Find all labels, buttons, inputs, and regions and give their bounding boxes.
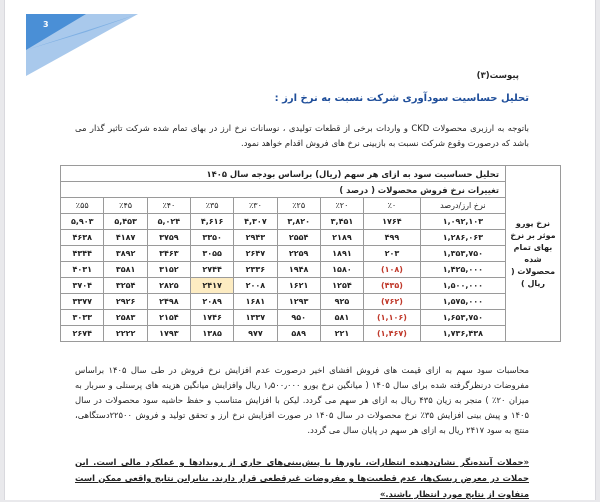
eps-cell: ۲۴۹۸ xyxy=(147,294,190,310)
eps-cell: ۱۶۸۱ xyxy=(234,294,277,310)
eps-cell: ۲۰۰۸ xyxy=(234,278,277,294)
eps-cell: ۱۸۹۱ xyxy=(320,246,363,262)
eps-cell: ۲۹۴۳ xyxy=(234,230,277,246)
eps-cell: ۳,۸۲۰ xyxy=(277,214,320,230)
eps-cell: ۲۴۱۷ xyxy=(191,278,234,294)
header-percent: ٪۲۵ xyxy=(277,198,320,214)
eps-cell: ۲۲۱ xyxy=(320,326,363,342)
eps-cell: ۳۲۵۴ xyxy=(104,278,147,294)
rate-cell: ۱,۰۹۲,۱۰۳ xyxy=(420,214,505,230)
eps-cell: ۴۹۹ xyxy=(364,230,421,246)
table-row xyxy=(61,326,561,342)
page-number: 3 xyxy=(43,20,49,29)
eps-cell: ۹۵۰ xyxy=(277,310,320,326)
eps-cell: ۴۶۳۸ xyxy=(61,230,104,246)
eps-cell: ۵,۹۰۳ xyxy=(61,214,104,230)
eps-cell: (۱,۴۶۷) xyxy=(364,326,421,342)
eps-cell: ۲۲۵۹ xyxy=(277,246,320,262)
eps-cell: (۱۰۸) xyxy=(364,262,421,278)
eps-cell: (۴۳۵) xyxy=(364,278,421,294)
table-row xyxy=(61,246,561,262)
eps-cell: ۱۷۴۶ xyxy=(191,310,234,326)
eps-cell: ۴۱۸۷ xyxy=(104,230,147,246)
eps-cell: ۲۲۲۲ xyxy=(104,326,147,342)
eps-cell: ۲۳۳۶ xyxy=(234,262,277,278)
intro-paragraph: باتوجه به ارزبری محصولات CKD و واردات برخی از قطعات تولیدی ، نوسانات نرخ ارز در بهای تمام شده شرکت تاثیر گذار می باشد که درصورت وقوع شرکت نسبت به بازبینی نرخ های فروش اقدام خواهد نمود. xyxy=(75,123,529,148)
appendix-label: پیوست(۳) xyxy=(476,71,519,81)
eps-cell: ۲۰۸۹ xyxy=(191,294,234,310)
eps-cell: ۲۶۷۴ xyxy=(61,326,104,342)
eps-cell: ۱۹۴۸ xyxy=(277,262,320,278)
eps-cell: ۴۳۴۴ xyxy=(61,246,104,262)
table-title: تحلیل حساسیت سود به ازای هر سهم (ریال) براساس بودجه سال ۱۴۰۵ xyxy=(61,166,506,182)
eps-cell: ۴,۳۰۷ xyxy=(234,214,277,230)
eps-cell: ۲۵۸۳ xyxy=(104,310,147,326)
table-row xyxy=(61,310,561,326)
eps-cell: ۲۰۳ xyxy=(364,246,421,262)
eps-cell: ۲۵۵۴ xyxy=(277,230,320,246)
table-row xyxy=(61,262,561,278)
eps-cell: ۱۵۸۰ xyxy=(320,262,363,278)
eps-cell: ۳۴۶۳ xyxy=(147,246,190,262)
rate-cell: ۱,۷۳۶,۴۳۸ xyxy=(420,326,505,342)
eps-cell: ۱۶۲۱ xyxy=(277,278,320,294)
eps-cell: ۳۸۹۲ xyxy=(104,246,147,262)
eps-cell: ۴,۶۱۶ xyxy=(191,214,234,230)
eps-cell: ۳۳۷۷ xyxy=(61,294,104,310)
eps-cell: ۱۳۳۷ xyxy=(234,310,277,326)
side-label: نرخ یورو موثر بر نرخ بهای تمام شده محصولات ( ریال ) xyxy=(506,166,561,342)
rate-cell: ۱,۵۰۰,۰۰۰ xyxy=(420,278,505,294)
eps-cell: ۲۱۸۹ xyxy=(320,230,363,246)
eps-cell: ۲۷۴۴ xyxy=(191,262,234,278)
eps-cell: (۱,۱۰۶) xyxy=(364,310,421,326)
eps-cell: ۳۰۳۳ xyxy=(61,310,104,326)
table-subtitle: تغییرات نرخ فروش محصولات ( درصد ) xyxy=(61,182,506,198)
eps-cell: ۳۱۵۲ xyxy=(147,262,190,278)
eps-cell: ۲۱۵۴ xyxy=(147,310,190,326)
eps-cell: ۹۲۵ xyxy=(320,294,363,310)
document-page xyxy=(4,0,596,500)
header-percent: ٪۴۰ xyxy=(147,198,190,214)
eps-cell: ۹۷۷ xyxy=(234,326,277,342)
eps-cell: ۵۸۱ xyxy=(320,310,363,326)
header-percent: ٪۴۵ xyxy=(104,198,147,214)
header-percent: ٪۳۵ xyxy=(191,198,234,214)
eps-cell: ۲۹۲۶ xyxy=(104,294,147,310)
eps-cell: ۳۷۰۴ xyxy=(61,278,104,294)
eps-cell: ۵,۰۲۴ xyxy=(147,214,190,230)
eps-cell: ۲۶۴۷ xyxy=(234,246,277,262)
eps-cell: ۴۰۳۱ xyxy=(61,262,104,278)
eps-cell: ۵,۴۵۳ xyxy=(104,214,147,230)
eps-cell: ۱۳۸۵ xyxy=(191,326,234,342)
header-percent: ٪۵۵ xyxy=(61,198,104,214)
eps-cell: ۱۲۵۴ xyxy=(320,278,363,294)
table-row xyxy=(61,278,561,294)
eps-cell: ۱۲۹۳ xyxy=(277,294,320,310)
eps-cell: ۱۷۶۴ xyxy=(364,214,421,230)
rate-cell: ۱,۵۷۵,۰۰۰ xyxy=(420,294,505,310)
eps-cell: ۳۳۵۰ xyxy=(191,230,234,246)
disclaimer-paragraph: «جملات آینده‌نگر نشان‌دهنده انتظارات، باورها یا پیش‌بینی‌های جاری از رویدادها و عملکرد مالی است. این جملات در معرض ریسک‌ها، عدم قطعیت‌ها و مفروضات غیرقطعی قرار دارند. بنابراین نتایج واقعی ممکن است متفاوت از نتایج مورد انتظار باشند.» xyxy=(75,457,529,499)
table-row xyxy=(61,294,561,310)
header-rate: نرخ ارز/درصد xyxy=(420,198,505,214)
header-row xyxy=(61,198,561,214)
rate-cell: ۱,۴۲۵,۰۰۰ xyxy=(420,262,505,278)
eps-cell: ۳۰۵۵ xyxy=(191,246,234,262)
eps-cell: ۳,۴۵۱ xyxy=(320,214,363,230)
section-title: تحلیل حساسیت سودآوری شرکت نسبت به نرخ ارز : xyxy=(274,93,529,104)
analysis-paragraph: محاسبات سود سهم به ازای قیمت های فروش افشای اخیر درصورت عدم افزایش نرخ فروش در طی سال ۱۴۰۵ براساس مفروضات درنظرگرفته شده برای سال ۱۴۰۵ ( میانگین نرخ یورو ۱٫۵۰۰٫۰۰۰ ریال وافزایش میانگین هزینه های پرسنلی و سربار به میزان ۲۰٪ ) منجر به زیان ۴۳۵ ریال به ازای هر سهم می گردد. لیکن با افزایش متناسب و حفظ حاشیه سود محصولات در سال ۱۴۰۵ و پیش بینی افزایش ۳۵٪ نرخ محصولات در سال ۱۴۰۵ در صورت افزایش نرخ ارز و تحقق تولید و فروش ۲۲۵۰۰دستگاهی، منتج به سود ۲۴۱۷ ریال به ازای هر سهم در پایان سال می گردد. xyxy=(75,365,529,435)
rate-cell: ۱,۲۸۶,۰۶۳ xyxy=(420,230,505,246)
eps-cell: ۲۸۲۵ xyxy=(147,278,190,294)
table-row xyxy=(61,214,561,230)
rate-cell: ۱,۶۵۳,۷۵۰ xyxy=(420,310,505,326)
header-percent: ٪۲۰ xyxy=(320,198,363,214)
eps-cell: ۳۵۸۱ xyxy=(104,262,147,278)
eps-cell: ۵۸۹ xyxy=(277,326,320,342)
eps-cell: (۷۶۲) xyxy=(364,294,421,310)
eps-cell: ۱۷۹۳ xyxy=(147,326,190,342)
table-row xyxy=(61,230,561,246)
header-percent: ٪۰ xyxy=(364,198,421,214)
rate-cell: ۱,۳۵۳,۷۵۰ xyxy=(420,246,505,262)
sensitivity-table xyxy=(60,165,561,342)
eps-cell: ۳۷۵۹ xyxy=(147,230,190,246)
header-percent: ٪۳۰ xyxy=(234,198,277,214)
